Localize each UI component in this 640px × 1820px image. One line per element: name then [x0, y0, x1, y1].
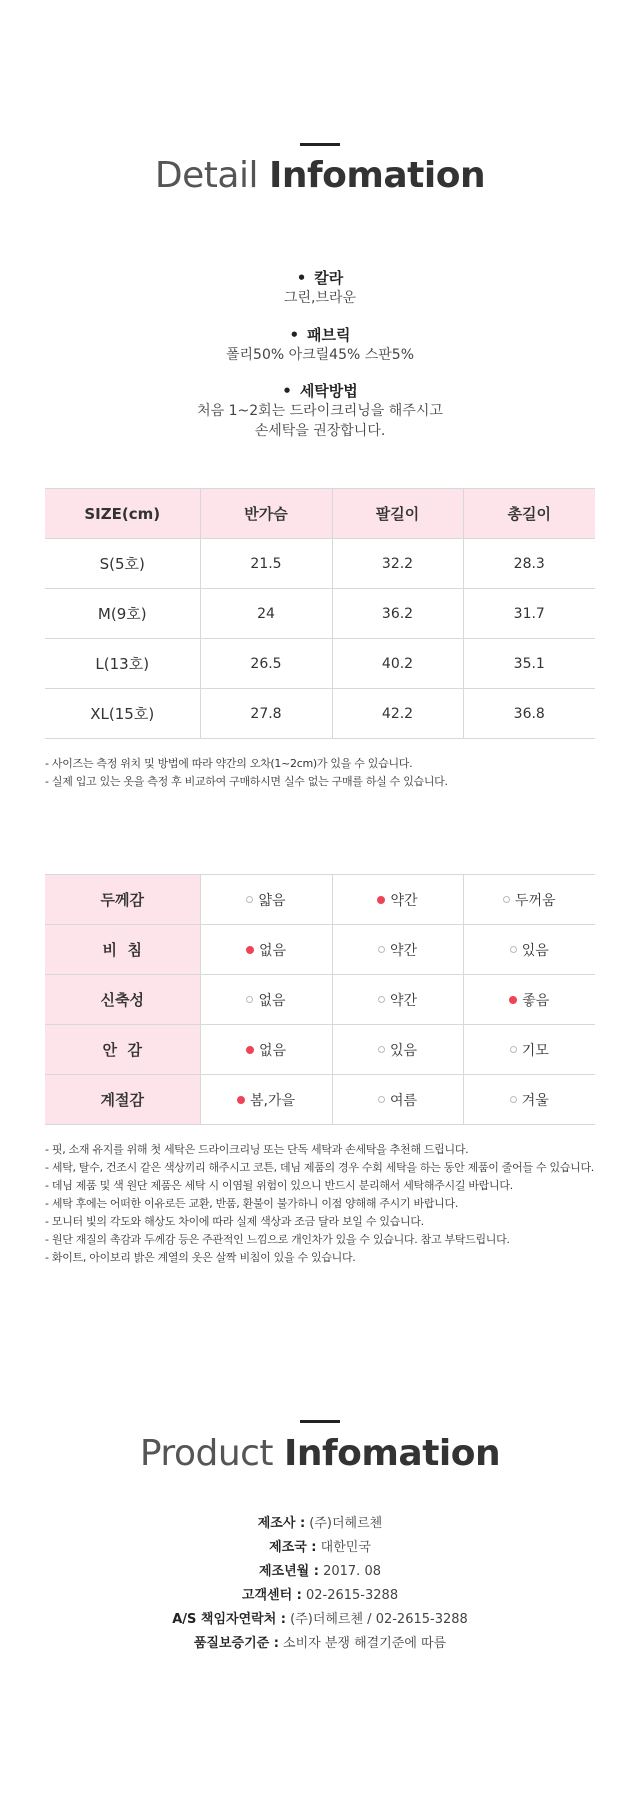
- bullet-icon: •: [289, 326, 300, 344]
- feel-option-label: 기모: [521, 1042, 549, 1059]
- feel-option: [332, 975, 463, 1025]
- feel-option-label: 있음: [389, 1042, 418, 1059]
- size-cell: 24: [200, 589, 332, 639]
- product-title: Product Infomation: [139, 1433, 501, 1474]
- size-cell: L(13호): [45, 639, 200, 689]
- table-row: [45, 589, 595, 639]
- empty-dot-icon: [246, 996, 253, 1003]
- feel-option-label: 두꺼움: [514, 892, 556, 909]
- size-cell: 27.8: [200, 689, 332, 739]
- selected-dot-icon: [509, 996, 517, 1004]
- selected-dot-icon: [246, 1046, 254, 1054]
- size-cell: 32.2: [332, 539, 463, 589]
- empty-dot-icon: [378, 996, 385, 1003]
- feel-label: 두께감: [45, 875, 200, 925]
- product-title-bar: [300, 1420, 340, 1423]
- product-info-row: A/S 책임자연락처 : (주)더헤르첸 / 02-2615-3288: [172, 1612, 468, 1627]
- size-table: [45, 488, 595, 739]
- feel-option-label: 없음: [258, 992, 286, 1009]
- table-row: [45, 875, 595, 925]
- feel-option-label: 좋음: [522, 992, 550, 1009]
- note-line: - 핏, 소재 유지를 위해 첫 세탁은 드라이크리닝 또는 단독 세탁과 손세탁을 추천해 드립니다.: [45, 1143, 469, 1156]
- spec-heading: 세탁방법: [299, 382, 358, 400]
- note-line: - 세탁 후에는 어떠한 이유로든 교환, 반품, 환불이 불가하니 이점 양해해 주시기 바랍니다.: [45, 1197, 459, 1210]
- feel-option: [332, 1075, 463, 1125]
- feel-option: [200, 1075, 332, 1125]
- spec-fabric: [0, 325, 640, 365]
- feel-option-label: 봄,가을: [249, 1092, 296, 1109]
- note-line: - 세탁, 탈수, 건조시 같은 색상끼리 해주시고 코튼, 데님 제품의 경우 수회 세탁을 하는 동안 제품이 줄어들 수 있습니다.: [45, 1161, 594, 1174]
- size-cell: M(9호): [45, 589, 200, 639]
- size-header-cell: 반가슴: [200, 489, 332, 539]
- empty-dot-icon: [246, 896, 253, 903]
- product-info-row: 고객센터 : 02-2615-3288: [241, 1588, 399, 1603]
- empty-dot-icon: [510, 1046, 517, 1053]
- size-cell: 35.1: [463, 639, 595, 689]
- feel-option: [200, 975, 332, 1025]
- feel-option: [463, 925, 595, 975]
- table-row: [45, 925, 595, 975]
- care-notes: [45, 1141, 605, 1267]
- detail-title: Detail Infomation: [154, 155, 486, 196]
- note-line: - 데님 제품 및 색 원단 제품은 세탁 시 이염될 위험이 있으니 반드시 분리해서 세탁해주시길 바랍니다.: [45, 1179, 513, 1192]
- feel-option-label: 약간: [389, 992, 418, 1009]
- table-row: [45, 639, 595, 689]
- feel-option-label: 겨울: [521, 1092, 549, 1109]
- size-cell: 21.5: [200, 539, 332, 589]
- table-row: [45, 1025, 595, 1075]
- feel-label: 비 침: [45, 925, 200, 975]
- empty-dot-icon: [510, 946, 517, 953]
- detail-title-bar: [300, 143, 340, 146]
- spec-heading: 칼라: [314, 269, 344, 287]
- size-cell: 26.5: [200, 639, 332, 689]
- size-header-cell: 총길이: [463, 489, 595, 539]
- selected-dot-icon: [377, 896, 385, 904]
- empty-dot-icon: [503, 896, 510, 903]
- feel-option: [200, 875, 332, 925]
- feel-label: 계절감: [45, 1075, 200, 1125]
- product-info-row: 제조국 : 대한민국: [269, 1540, 371, 1555]
- selected-dot-icon: [237, 1096, 245, 1104]
- feel-option: [332, 925, 463, 975]
- table-row: [45, 539, 595, 589]
- size-cell: 36.8: [463, 689, 595, 739]
- empty-dot-icon: [378, 1096, 385, 1103]
- fabric-feel-table: [45, 874, 595, 1125]
- product-info-row: 제조사 : (주)더헤르첸: [257, 1516, 383, 1531]
- table-row: [45, 1075, 595, 1125]
- feel-option: [463, 1025, 595, 1075]
- size-table-header: [45, 489, 595, 539]
- product-info-row: 제조년월 : 2017. 08: [259, 1564, 381, 1579]
- selected-dot-icon: [246, 946, 254, 954]
- spec-value: 폴리50% 아크릴45% 스판5%: [225, 347, 414, 363]
- feel-option: [332, 875, 463, 925]
- note-line: - 실제 입고 있는 옷을 측정 후 비교하여 구매하시면 실수 없는 구매를 하실 수 있습니다.: [45, 775, 448, 788]
- size-notes: [45, 755, 605, 791]
- note-line: - 모니터 빛의 각도와 해상도 차이에 따라 실제 색상과 조금 달라 보일 수 있습니다.: [45, 1215, 424, 1228]
- size-header-cell: SIZE(cm): [45, 489, 200, 539]
- table-row: [45, 689, 595, 739]
- product-info-row: 품질보증기준 : 소비자 분쟁 해결기준에 따름: [193, 1636, 447, 1651]
- bullet-icon: •: [296, 269, 307, 287]
- bullet-icon: •: [282, 382, 292, 400]
- table-row: [45, 975, 595, 1025]
- feel-option: [332, 1025, 463, 1075]
- spec-value: 그린,브라운: [283, 290, 357, 306]
- feel-option: [463, 1075, 595, 1125]
- size-cell: 31.7: [463, 589, 595, 639]
- size-cell: 28.3: [463, 539, 595, 589]
- feel-option-label: 있음: [521, 942, 549, 959]
- feel-option-label: 없음: [258, 1042, 287, 1059]
- note-line: - 화이트, 아이보리 밝은 계열의 옷은 살짝 비침이 있을 수 있습니다.: [45, 1251, 356, 1264]
- feel-label: 안 감: [45, 1025, 200, 1075]
- spec-value: 손세탁을 권장합니다.: [254, 423, 386, 439]
- feel-option-label: 여름: [389, 1092, 418, 1109]
- spec-washing: [0, 381, 640, 441]
- feel-option-label: 약간: [389, 942, 418, 959]
- feel-option: [463, 875, 595, 925]
- size-header-cell: 팔길이: [332, 489, 463, 539]
- empty-dot-icon: [510, 1096, 517, 1103]
- feel-option-label: 약간: [390, 892, 418, 909]
- feel-label: 신축성: [45, 975, 200, 1025]
- note-line: - 사이즈는 측정 위치 및 방법에 따라 약간의 오차(1~2cm)가 있을 수 있습니다.: [45, 757, 413, 770]
- feel-option: [200, 1025, 332, 1075]
- spec-value: 처음 1~2회는 드라이크리닝을 해주시고: [197, 403, 443, 419]
- product-info-list: [0, 1512, 640, 1656]
- spec-heading: 패브릭: [307, 326, 351, 344]
- note-line: - 원단 재질의 촉감과 두께감 등은 주관적인 느낌으로 개인차가 있을 수 있습니다. 참고 부탁드립니다.: [45, 1233, 510, 1246]
- size-cell: 36.2: [332, 589, 463, 639]
- spec-color: [0, 268, 640, 308]
- size-cell: S(5호): [45, 539, 200, 589]
- feel-option-label: 얇음: [258, 892, 286, 909]
- size-cell: 40.2: [332, 639, 463, 689]
- size-cell: XL(15호): [45, 689, 200, 739]
- feel-option: [463, 975, 595, 1025]
- size-cell: 42.2: [332, 689, 463, 739]
- feel-option-label: 없음: [258, 942, 287, 959]
- feel-option: [200, 925, 332, 975]
- empty-dot-icon: [378, 1046, 385, 1053]
- empty-dot-icon: [378, 946, 385, 953]
